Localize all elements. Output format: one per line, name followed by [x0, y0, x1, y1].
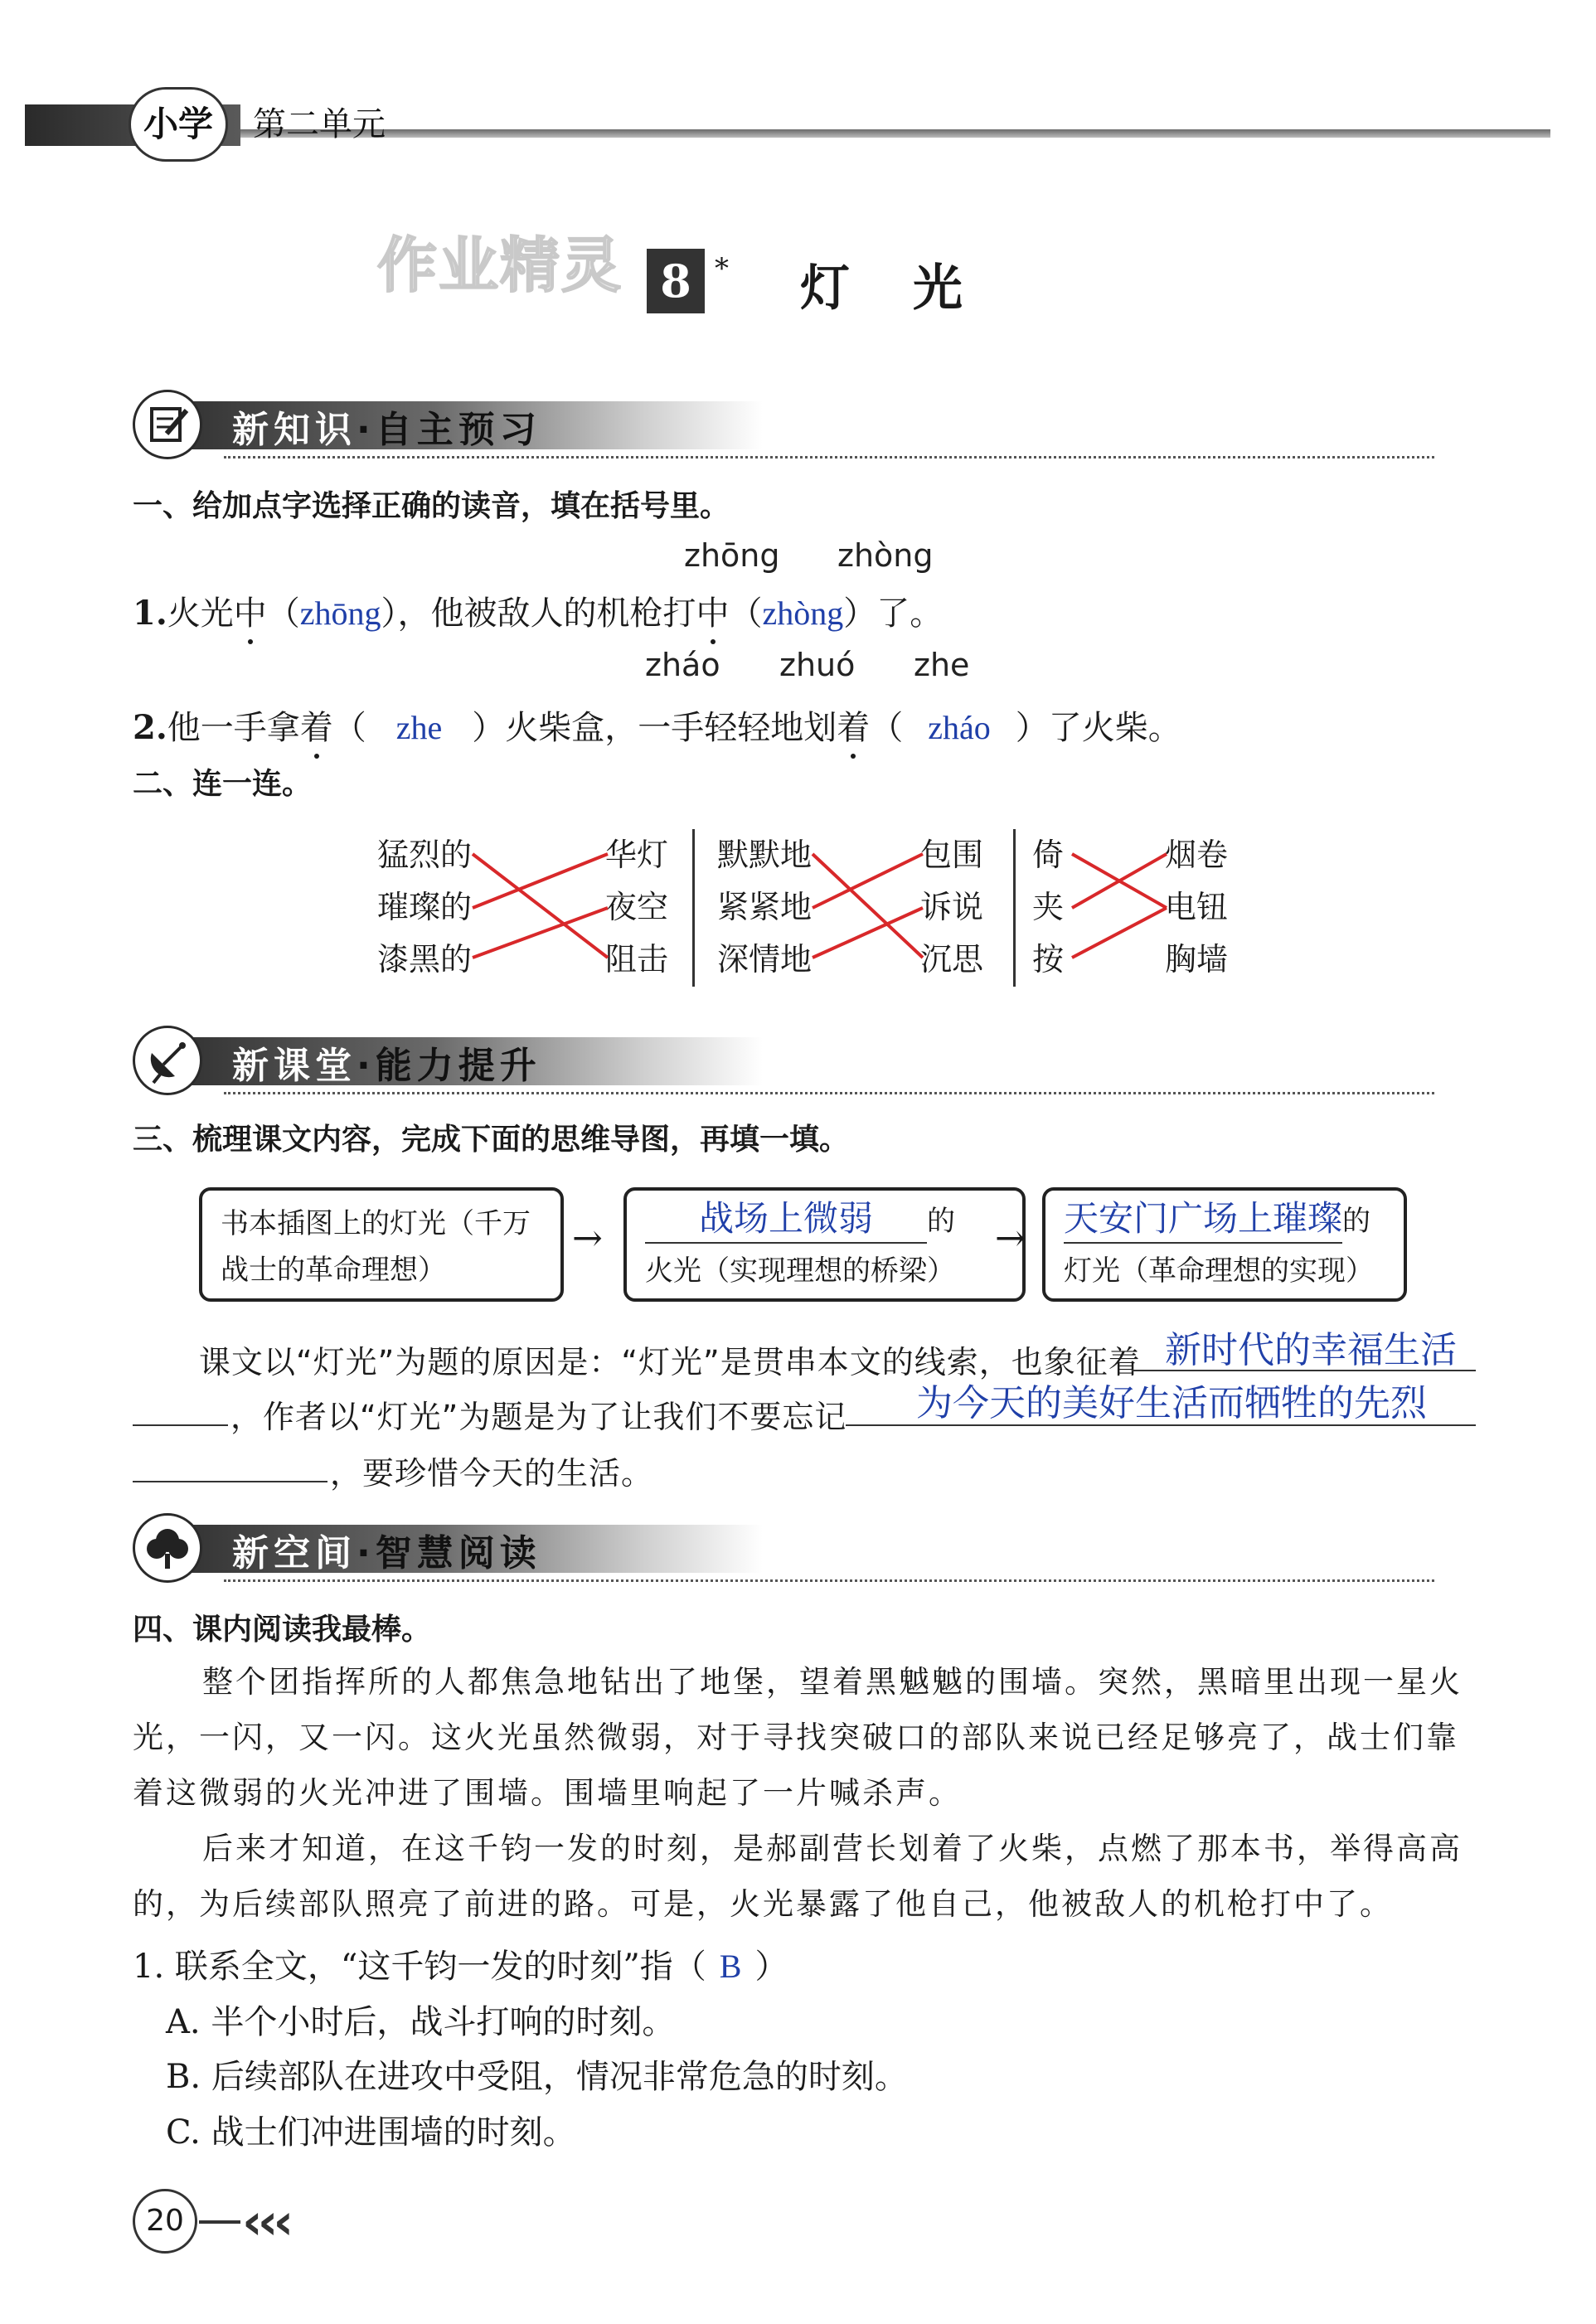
- mindmap-box-1: [199, 1187, 564, 1302]
- q1-line2: 2.他一手拿着（ zhe ）火柴盒，一手轻轻地划着（ zháo ）了火柴。: [133, 701, 1181, 749]
- chevron-left-icon: ‹‹‹: [242, 2193, 289, 2251]
- section-title-b: ·能力提升: [357, 1045, 541, 1087]
- fill-line-1: 课文以“灯光”为题的原因是：“灯光”是贯串本文的线索，也象征着: [199, 1344, 1141, 1380]
- option-b: B. 后续部队在进攻中受阻，情况非常危急的时刻。: [166, 2058, 908, 2096]
- q1-opt2: zhòng: [837, 537, 934, 574]
- g1-left-0: 猛烈的: [377, 837, 473, 873]
- unit-title: 第二单元: [253, 105, 386, 143]
- match-line: [473, 854, 608, 958]
- g3-right-0: 烟卷: [1165, 837, 1229, 873]
- match-line: [473, 908, 608, 958]
- g3-left-1: 夹: [1032, 889, 1065, 925]
- lesson-star: *: [715, 252, 729, 285]
- g1-left-2: 漆黑的: [377, 941, 473, 978]
- g2-left-2: 深情地: [717, 941, 813, 978]
- mindmap-box-3: 天安门广场上璀璨的 灯光（革命理想的实现）: [1042, 1187, 1407, 1302]
- g1-right-2: 阻击: [605, 941, 669, 978]
- g2-right-0: 包围: [920, 837, 984, 873]
- fill-answer-2: 为今天的美好生活而牺牲的先烈: [916, 1383, 1427, 1424]
- match-lines: [377, 829, 1248, 987]
- section-title-b: ·智慧阅读: [357, 1532, 541, 1574]
- reading-paragraph-1: 整个团指挥所的人都焦急地钻出了地堡，望着黑魆魆的围墙。突然，黑暗里出现一星火光，一闪，又一闪。这火光虽然微弱，对于寻找突破口的部队来说已经足够亮了，战士们靠着这微弱的火光冲进了围墙。围墙里响起了一片喊杀声。: [133, 1664, 1463, 1811]
- lesson-number: 8: [660, 255, 691, 308]
- g2-right-2: 沉思: [920, 941, 984, 978]
- q1-opt3: zháo: [645, 647, 720, 683]
- matching-area: [377, 829, 1248, 987]
- g2-left-0: 默默地: [717, 837, 813, 873]
- page-number-badge: [133, 2189, 197, 2254]
- q1-heading: 一、给加点字选择正确的读音，填在括号里。: [133, 489, 730, 523]
- pencil-note-icon: [133, 390, 202, 459]
- box3-answer: 天安门广场上璀璨: [1064, 1197, 1342, 1244]
- match-line: [1072, 908, 1167, 958]
- g1-right-1: 夜空: [605, 889, 669, 925]
- g1-right-0: 华灯: [605, 837, 669, 873]
- box2-rest: 火光（实现理想的桥梁）: [645, 1254, 955, 1288]
- fill-line-3: ，要珍惜今天的生活。: [330, 1455, 654, 1492]
- match-line: [813, 854, 923, 958]
- satellite-dish-icon: [133, 1026, 202, 1095]
- lesson-title: 灯 光: [800, 260, 969, 318]
- q4-heading: 四、课内阅读我最棒。: [133, 1613, 432, 1647]
- g1-left-1: 璀璨的: [377, 889, 473, 925]
- q1-opt4: zhuó: [779, 647, 856, 683]
- q1-opt5: zhe: [914, 647, 970, 683]
- g2-left-1: 紧紧地: [717, 889, 813, 925]
- g3-left-2: 按: [1032, 941, 1065, 978]
- box3-rest: 灯光（革命理想的实现）: [1064, 1254, 1374, 1288]
- footer-line: [199, 2220, 240, 2224]
- watermark: 作业精灵: [377, 230, 623, 300]
- answer-zhong2: zhòng: [762, 594, 844, 632]
- g3-left-0: 倚: [1032, 837, 1065, 873]
- section-title-a: 新知识: [232, 409, 357, 451]
- brand-badge: [129, 87, 228, 162]
- section-title-a: 新课堂: [232, 1045, 357, 1087]
- arrow-right-icon: →: [572, 1217, 603, 1259]
- lesson-number-box: [647, 249, 705, 313]
- g2-right-1: 诉说: [920, 889, 984, 925]
- section-title-a: 新空间: [232, 1532, 357, 1574]
- box1-text: 书本插图上的灯光（千万战士的革命理想）: [221, 1207, 531, 1287]
- q2-heading: 二、连一连。: [133, 767, 313, 801]
- match-line: [813, 854, 923, 908]
- section-title-b: ·自主预习: [357, 409, 541, 451]
- g3-right-1: 电钮: [1165, 889, 1229, 925]
- answer-zhao: zháo: [928, 709, 991, 746]
- match-line: [473, 854, 608, 908]
- answer-zhong1: zhōng: [299, 594, 381, 632]
- q1-opt1: zhōng: [684, 537, 780, 574]
- fill-answer-1: 新时代的幸福生活: [1165, 1330, 1457, 1371]
- q1-line1: 1.火光中（zhōng），他被敌人的机枪打中（zhòng）了。: [133, 587, 943, 634]
- option-c: C. 战士们冲进围墙的时刻。: [166, 2113, 576, 2152]
- q3-heading: 三、梳理课文内容，完成下面的思维导图，再填一填。: [133, 1123, 850, 1157]
- arrow-right-icon: →: [995, 1217, 1026, 1259]
- g3-right-2: 胸墙: [1165, 941, 1229, 978]
- box2-answer: 战场上微弱: [645, 1197, 927, 1244]
- tree-icon: [133, 1513, 202, 1583]
- mindmap-box-2: 战场上微弱 的 火光（实现理想的桥梁）: [623, 1187, 1026, 1302]
- match-line: [813, 908, 923, 958]
- answer-zhe: zhe: [395, 709, 443, 746]
- answer-b: B: [719, 1948, 742, 1985]
- reading-paragraph-2: 后来才知道，在这千钧一发的时刻，是郝副营长划着了火柴，点燃了那本书，举得高高的，为后续部队照亮了前进的路。可是，火光暴露了他自己，他被敌人的机枪打中了。: [133, 1831, 1463, 1922]
- option-a: A. 半个小时后，战斗打响的时刻。: [166, 2003, 676, 2041]
- page-number: 20: [146, 2204, 184, 2238]
- sub-question-1: 1. 联系全文，“这千钧一发的时刻”指（ B ）: [133, 1948, 788, 1986]
- fill-line-2: ，作者以“灯光”为题是为了让我们不要忘记: [230, 1399, 847, 1435]
- brand-text: 小学: [143, 104, 213, 144]
